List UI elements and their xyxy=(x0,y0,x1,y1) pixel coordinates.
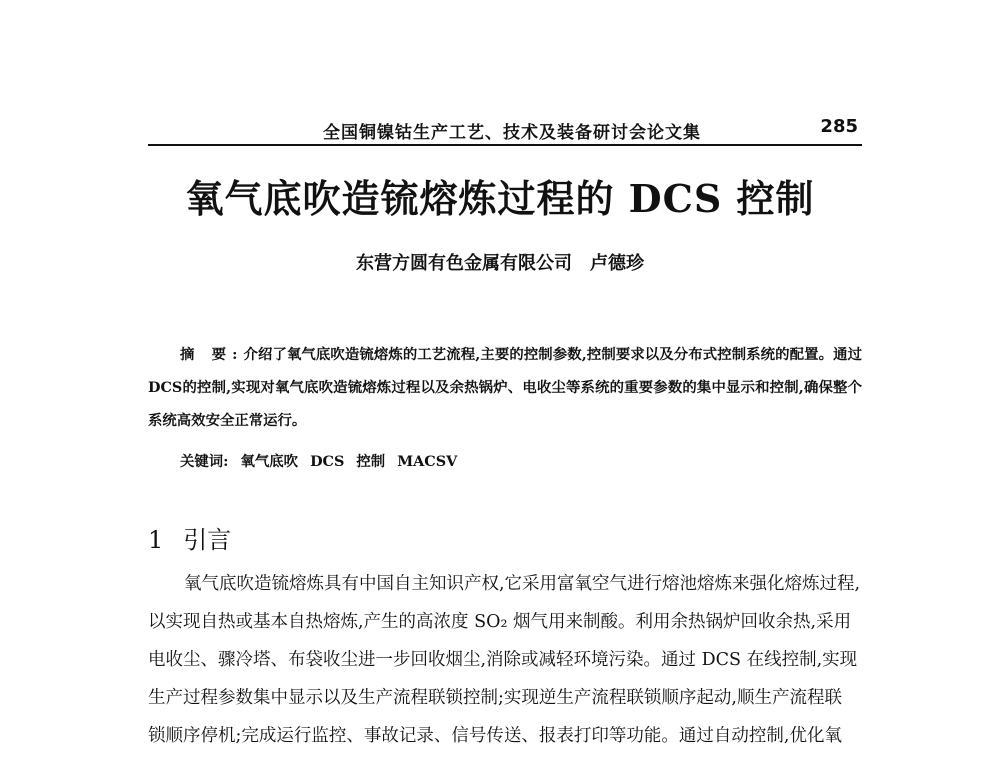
page-number: 285 xyxy=(820,116,858,137)
keyword: MACSV xyxy=(397,453,458,470)
body-paragraph: 氧气底吹造锍熔炼具有中国自主知识产权,它采用富氧空气进行熔池熔炼来强化熔炼过程, 以实现自热或基本自热熔炼,产生的高浓度 SO₂ 烟气用来制酸。利用余热锅炉回收余热,采用 电收尘、骤冷塔、布袋收尘进一步回收烟尘,消除或减轻环境污染。通过 DCS 在线控制,实现 生产过程参数集中显示以及生产流程联锁控制;实现逆生产流程联锁顺序起动,顺生产流程联 锁顺序停机;完成运行监控、事故记录、信号传送、报表打印等功能。通过自动控制,优化氧 xyxy=(148,574,861,746)
keyword: DCS xyxy=(310,453,345,470)
keyword: 氧气底吹 xyxy=(240,453,299,470)
abstract-label: 摘 要: xyxy=(180,346,244,363)
keywords xyxy=(180,450,469,471)
author-affiliation: 东营方圆有色金属有限公司 xyxy=(356,253,572,274)
keywords-label: 关键词: xyxy=(180,453,229,470)
abstract-paragraph xyxy=(148,338,862,437)
body-text xyxy=(148,565,862,755)
paper-title: 氧气底吹造锍熔炼过程的 DCS 控制 xyxy=(185,176,815,221)
section-heading xyxy=(148,520,231,555)
running-head xyxy=(148,114,862,142)
section-title: 引言 xyxy=(183,526,232,554)
author-name: 卢德珍 xyxy=(590,253,644,274)
section-number: 1 xyxy=(148,526,164,554)
abstract xyxy=(148,338,862,437)
header-rule xyxy=(148,144,862,146)
abstract-text: 介绍了氧气底吹造锍熔炼的工艺流程,主要的控制参数,控制要求以及分布式控制系统的配置。通过DCS的控制,实现对氧气底吹造锍熔炼过程以及余热锅炉、电收尘等系统的重要参数的集中显示和控制,确保整个系统高效安全正常运行。 xyxy=(148,346,862,429)
keyword: 控制 xyxy=(356,453,386,470)
author-line xyxy=(0,249,1000,275)
running-head-title: 全国铜镍钴生产工艺、技术及装备研讨会论文集 xyxy=(323,123,701,143)
